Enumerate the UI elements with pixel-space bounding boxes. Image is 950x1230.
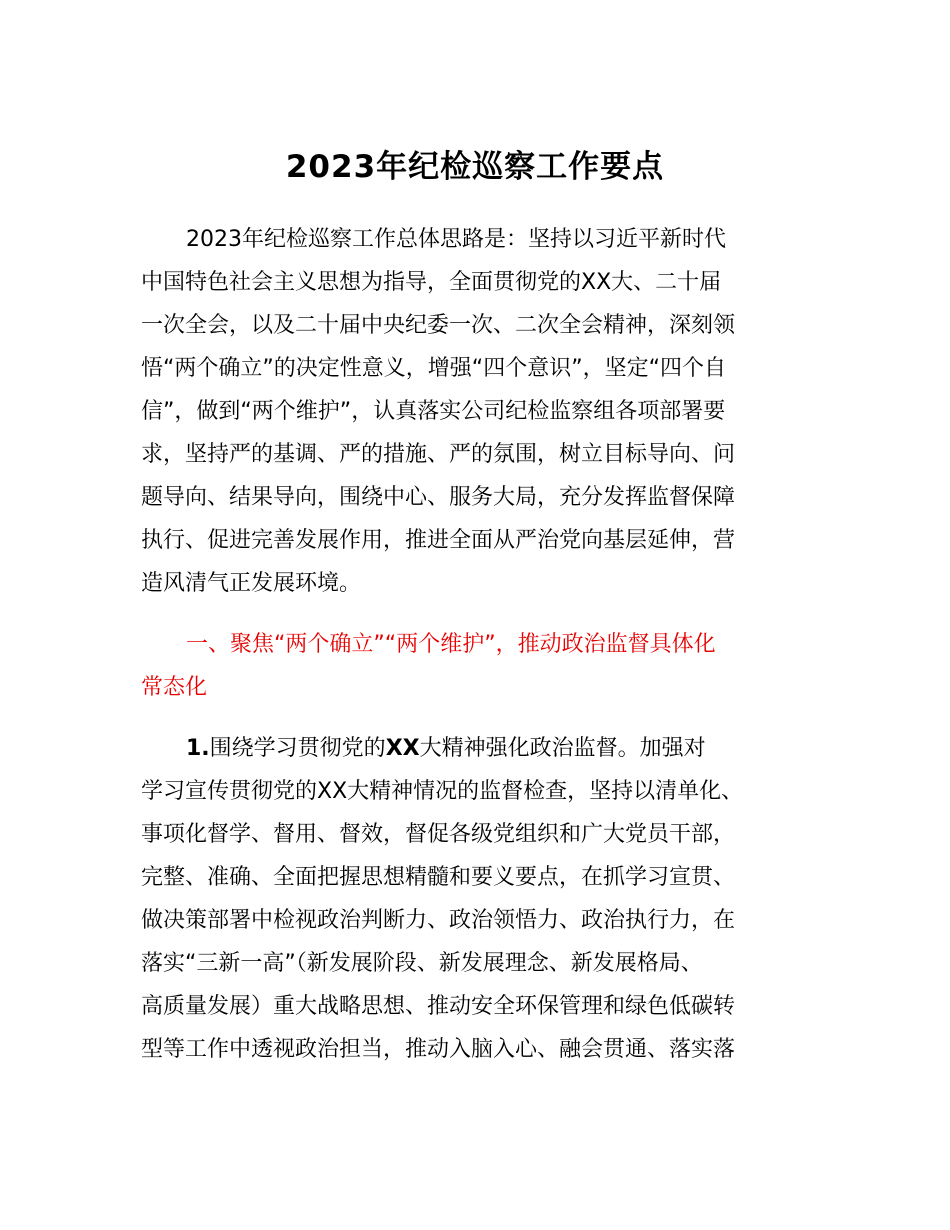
item-lead-bold: XX [385, 736, 420, 761]
item-lead-text: 围绕学习贯彻党的 [209, 736, 386, 761]
item-line: 学习宣传贯彻党的XX大精神情况的监督检查，坚持以清单化、 [141, 779, 744, 804]
item-line: 型等工作中透视政治担当，推动入脑入心、融会贯通、落实落 [141, 1037, 736, 1062]
item-lead-text: 大精神强化政治监督。加强对 [419, 736, 706, 761]
intro-line: 造风清气正发展环境。 [141, 571, 362, 596]
intro-line: 中国特色社会主义思想为指导，全面贯彻党的XX大、二十届 [141, 270, 722, 295]
intro-line: 求，坚持严的基调、严的措施、严的氛围，树立目标导向、问 [141, 442, 736, 467]
item-line: 落实“三新一高”（新发展阶段、新发展理念、新发展格局、 [141, 951, 703, 976]
item-line: 事项化督学、督用、督效，督促各级党组织和广大党员干部， [141, 822, 736, 847]
item-lead-line [186, 734, 706, 764]
item-line: 做决策部署中检视政治判断力、政治领悟力、政治执行力，在 [141, 908, 736, 933]
intro-line: 2023年纪检巡察工作总体思路是：坚持以习近平新时代 [186, 227, 726, 252]
intro-line: 悟“两个确立”的决定性意义，增强“四个意识”，坚定“四个自 [141, 356, 726, 381]
item-line: 高质量发展）重大战略思想、推动安全环保管理和绿色低碳转 [141, 994, 736, 1019]
item-line: 完整、准确、全面把握思想精髓和要义要点，在抓学习宣贯、 [141, 865, 736, 890]
intro-line: 题导向、结果导向，围绕中心、服务大局，充分发挥监督保障 [141, 485, 736, 510]
intro-line: 执行、促进完善发展作用，推进全面从严治党向基层延伸，营 [141, 528, 736, 553]
document-title: 2023年纪检巡察工作要点 [285, 149, 665, 185]
intro-line: 一次全会，以及二十届中央纪委一次、二次全会精神，深刻领 [141, 313, 736, 338]
intro-line: 信”，做到“两个维护”，认真落实公司纪检监察组各项部署要 [141, 399, 726, 424]
section-heading-line: 一、聚焦“两个确立”“两个维护”，推动政治监督具体化 [186, 632, 716, 657]
section-heading-line: 常态化 [141, 675, 208, 700]
item-number: 1. [186, 736, 210, 761]
